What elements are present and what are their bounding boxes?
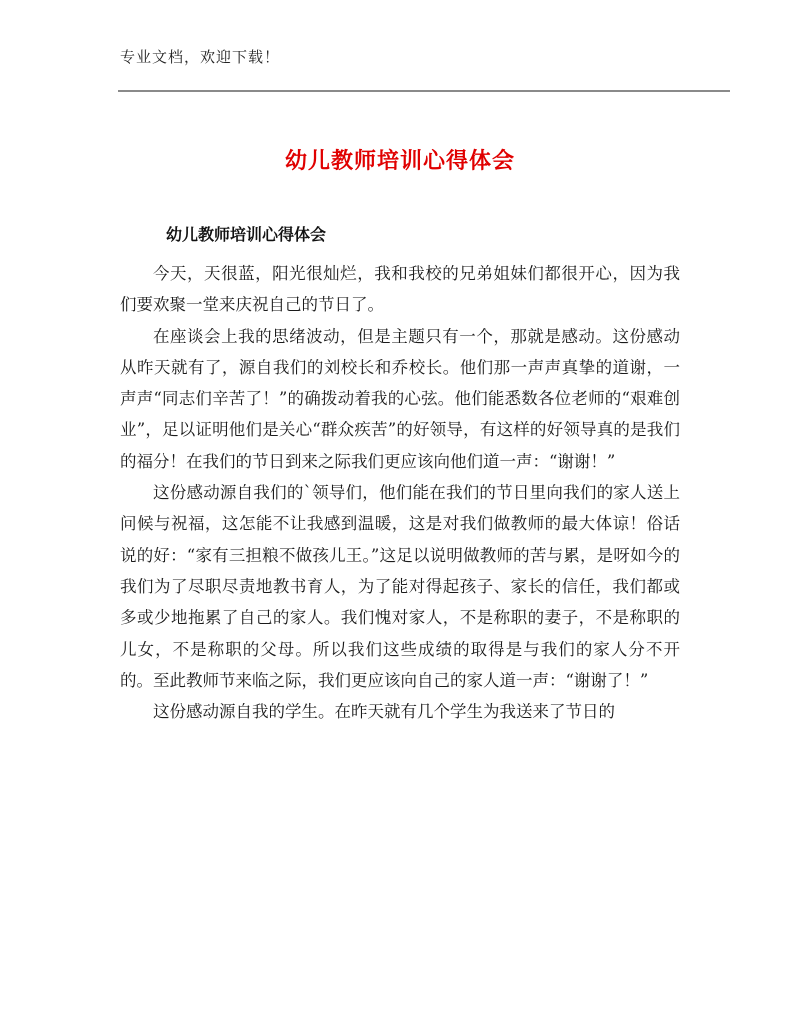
paragraph: 这份感动源自我的学生。在昨天就有几个学生为我送来了节日的 (153, 702, 615, 722)
document-subtitle: 幼儿教师培训心得体会 (166, 225, 327, 244)
paragraph: 这份感动源自我们的`领导们，他们能在我们的节日里向我们的家人送上问候与祝福，这怎能不让我感到温暖，这是对我们做教师的最大体谅！俗话说的好：“家有三担粮不做孩儿王。”这足以说明做教师的苦与累，是呀如今的我们为了尽职尽责地教书育人，为了能对得起孩子、家长的信任，我们都或多或少地拖累了自己的家人。我们愧对家人，不是称职的妻子，不是称职的儿女，不是称职的父母。所以我们这些成绩的取得是与我们的家人分不开的。至此教师节来临之际，我们更应该向自己的家人道一声：“谢谢了！” (120, 483, 680, 690)
document-body (120, 258, 680, 727)
paragraph: 在座谈会上我的思绪波动，但是主题只有一个，那就是感动。这份感动从昨天就有了，源自我们的刘校长和乔校长。他们那一声声真挚的道谢，一声声“同志们辛苦了！”的确拨动着我的心弦。他们能悉数各位老师的“艰难创业”，足以证明他们是关心“群众疾苦”的好领导，有这样的好领导真的是我们的福分！在我们的节日到来之际我们更应该向他们道一声：“谢谢！” (120, 326, 680, 471)
header-divider (118, 90, 730, 92)
header-note: 专业文档，欢迎下载！ (120, 48, 281, 66)
paragraph: 今天，天很蓝，阳光很灿烂，我和我校的兄弟姐妹们都很开心，因为我们要欢聚一堂来庆祝自己的节日了。 (120, 264, 680, 315)
document-title: 幼儿教师培训心得体会 (284, 149, 515, 174)
